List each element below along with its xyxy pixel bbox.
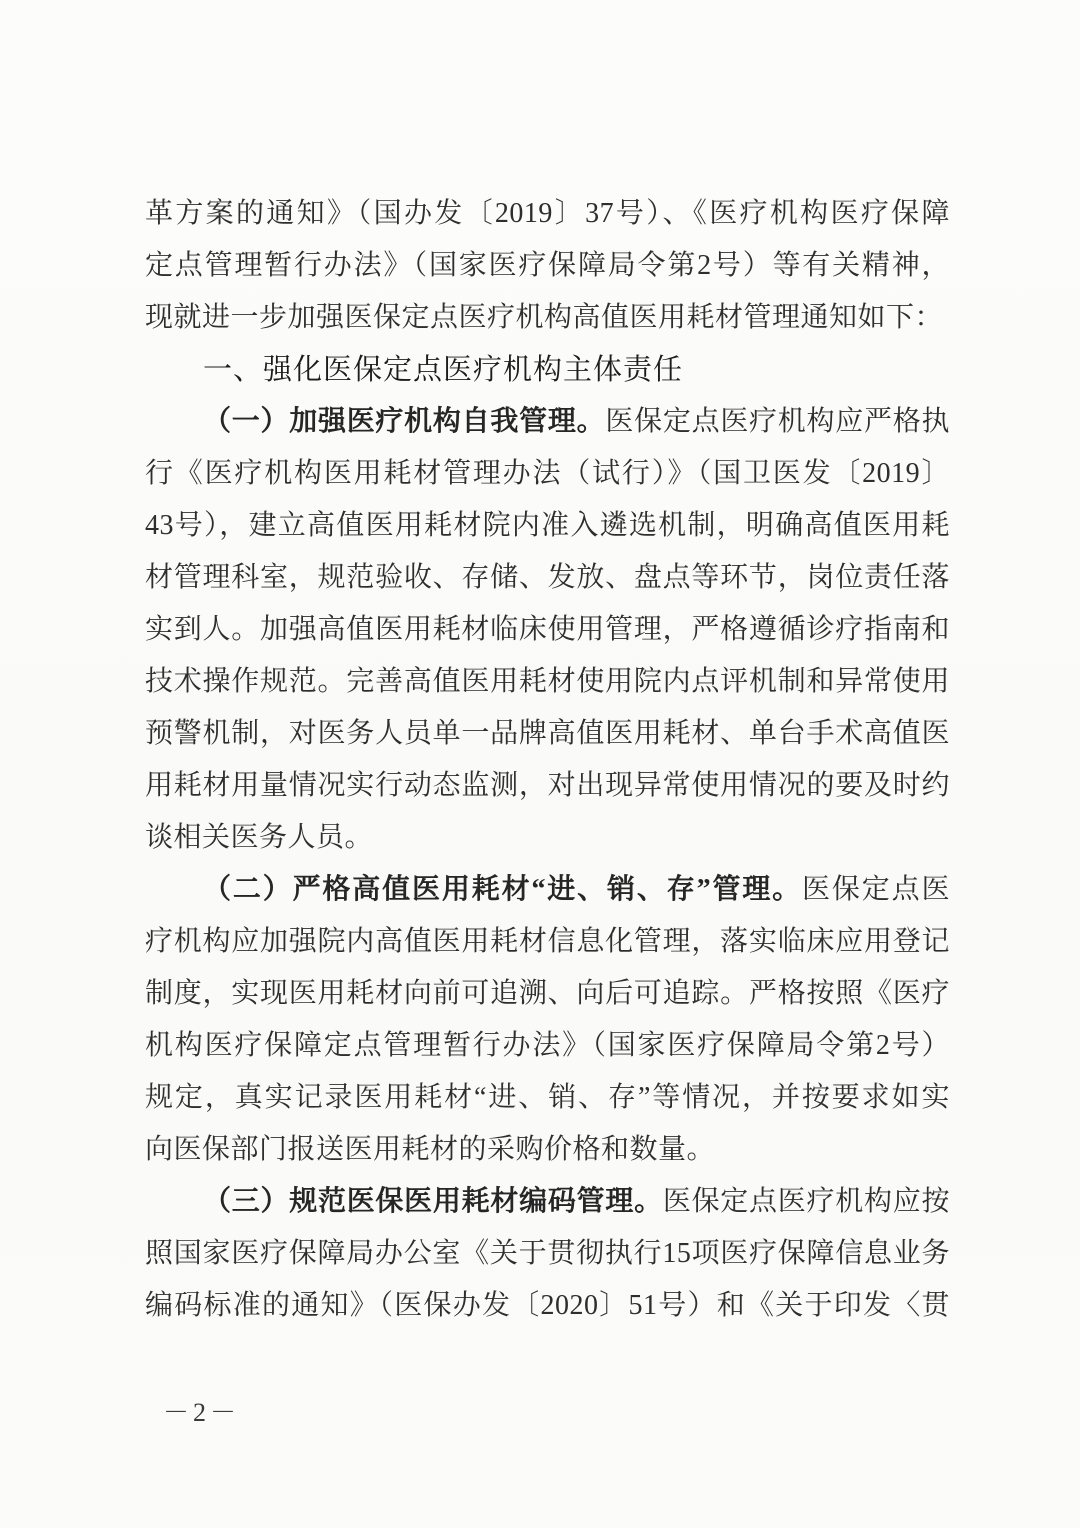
paragraph-lead: （三）规范医保医用耗材编码管理。 <box>203 1186 663 1217</box>
text-line <box>145 240 950 292</box>
text-run: 43号），建立高值医用耗材院内准入遴选机制，明确高值医用耗 <box>145 510 950 541</box>
text-line <box>145 656 950 708</box>
text-line <box>145 604 950 656</box>
text-line <box>145 864 950 916</box>
text-run: 技术操作规范。完善高值医用耗材使用院内点评机制和异常使用 <box>145 666 950 697</box>
text-run: 行《医疗机构医用耗材管理办法（试行）》（国卫医发〔2019〕 <box>145 458 950 489</box>
text-line <box>145 812 950 864</box>
text-run: 向医保部门报送医用耗材的采购价格和数量。 <box>145 1134 716 1165</box>
text-line <box>145 396 950 448</box>
text-line <box>145 292 950 344</box>
text-run: 谈相关医务人员。 <box>145 822 374 853</box>
text-run: 规定，真实记录医用耗材“进、销、存”等情况，并按要求如实 <box>145 1082 950 1113</box>
text-line <box>145 188 950 240</box>
text-run: 疗机构应加强院内高值医用耗材信息化管理，落实临床应用登记 <box>145 926 950 957</box>
paragraph-lead: （二）严格高值医用耗材“进、销、存”管理。 <box>203 874 803 905</box>
text-line <box>145 500 950 552</box>
text-run: 医保定点医 <box>802 874 950 905</box>
text-run: 医保定点医疗机构应严格执 <box>605 406 950 437</box>
text-run: 现就进一步加强医保定点医疗机构高值医用耗材管理通知如下： <box>145 302 944 333</box>
text-line <box>145 1228 950 1280</box>
text-line <box>145 968 950 1020</box>
section-heading <box>145 344 950 396</box>
text-line <box>145 1020 950 1072</box>
paragraph-lead: （一）加强医疗机构自我管理。 <box>203 406 606 437</box>
text-run: 定点管理暂行办法》（国家医疗保障局令第2号）等有关精神， <box>145 250 950 281</box>
text-run: 一、强化医保定点医疗机构主体责任 <box>203 354 684 386</box>
document-lines <box>145 188 950 1332</box>
text-run: 机构医疗保障定点管理暂行办法》（国家医疗保障局令第2号） <box>145 1030 950 1061</box>
text-line <box>145 552 950 604</box>
text-line <box>145 448 950 500</box>
text-run: 革方案的通知》（国办发〔2019〕37号）、《医疗机构医疗保障 <box>145 198 950 229</box>
text-run: 材管理科室，规范验收、存储、发放、盘点等环节，岗位责任落 <box>145 562 950 593</box>
text-run: 预警机制，对医务人员单一品牌高值医用耗材、单台手术高值医 <box>145 718 950 749</box>
text-line <box>145 708 950 760</box>
text-line <box>145 1124 950 1176</box>
page-number: －2－ <box>163 1398 241 1427</box>
text-line <box>145 916 950 968</box>
text-line <box>145 1072 950 1124</box>
text-run: 照国家医疗保障局办公室《关于贯彻执行15项医疗保障信息业务 <box>145 1238 950 1269</box>
text-run: 制度，实现医用耗材向前可追溯、向后可追踪。严格按照《医疗 <box>145 978 950 1009</box>
text-run: 用耗材用量情况实行动态监测，对出现异常使用情况的要及时约 <box>145 770 950 801</box>
text-line <box>145 1176 950 1228</box>
text-run: 实到人。加强高值医用耗材临床使用管理，严格遵循诊疗指南和 <box>145 614 950 645</box>
text-run: 医保定点医疗机构应按 <box>662 1186 950 1217</box>
text-line <box>145 760 950 812</box>
text-run: 编码标准的通知》（医保办发〔2020〕51号）和《关于印发〈贯 <box>145 1290 950 1321</box>
text-line <box>145 1280 950 1332</box>
